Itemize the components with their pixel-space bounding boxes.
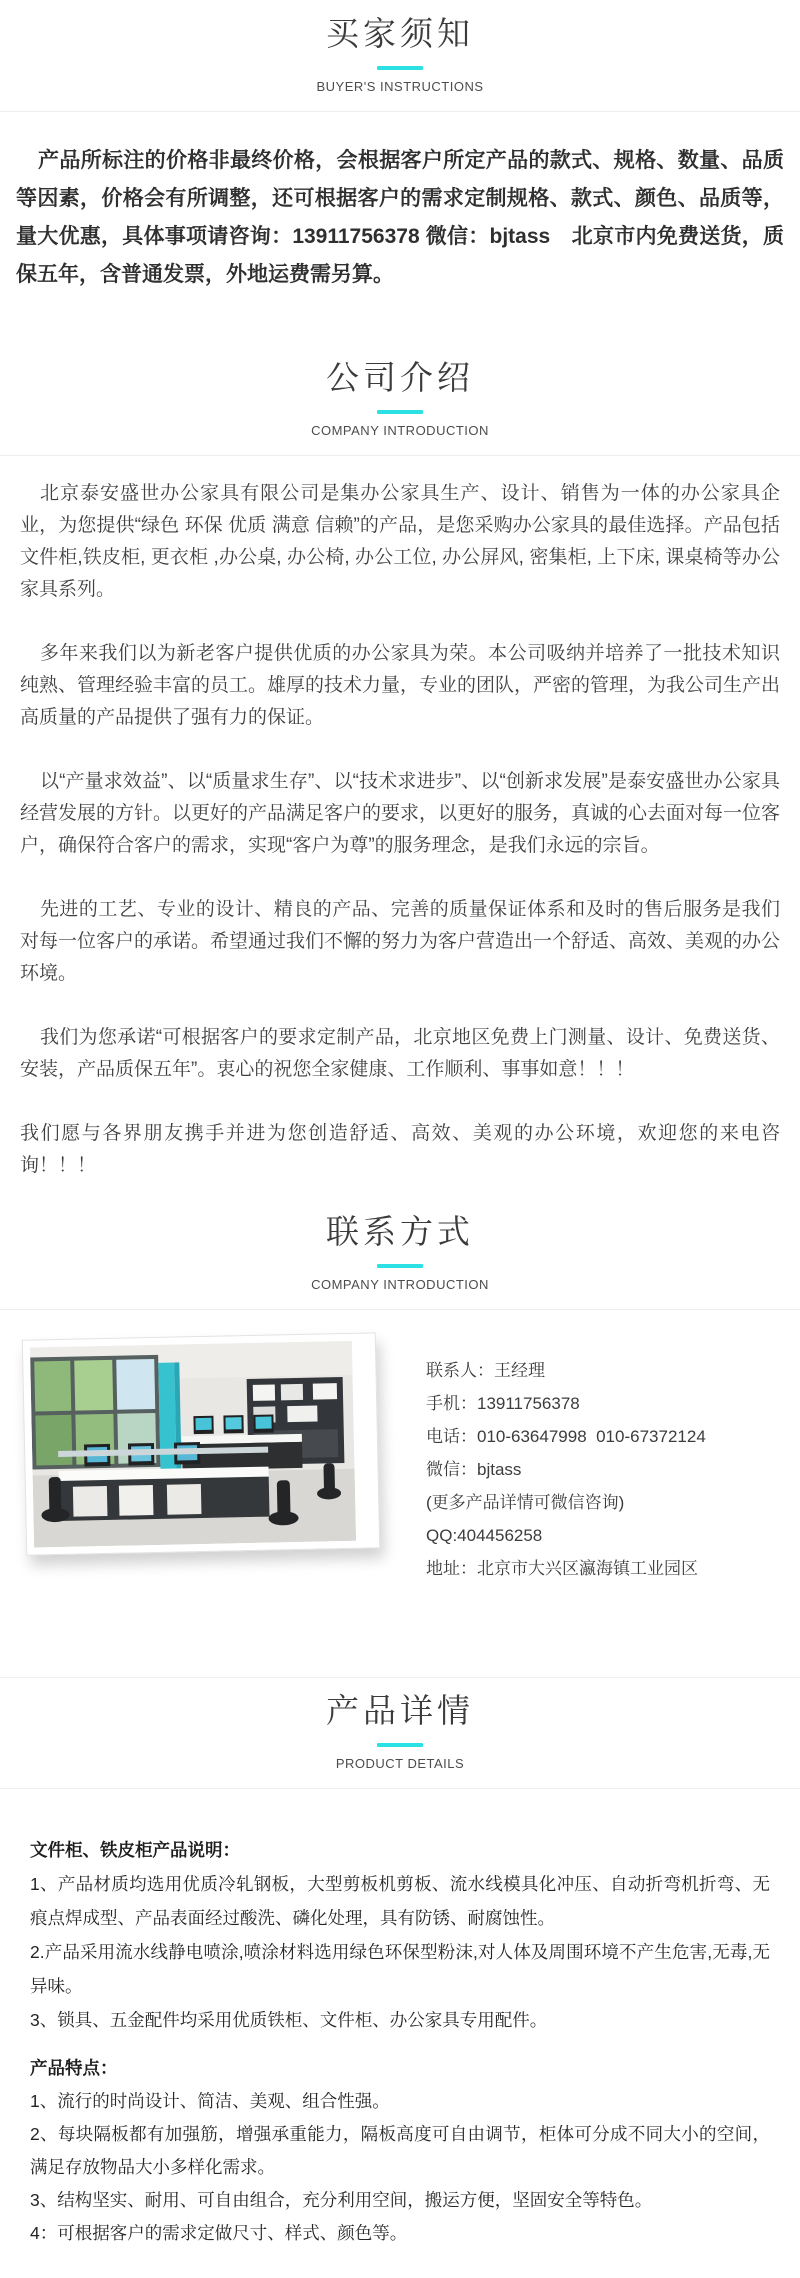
title-underline-bar xyxy=(377,1264,423,1268)
spec-item: 1、产品材质均选用优质冷轧钢板，大型剪板机剪板、流水线模具化冲压、自动折弯机折弯、无痕点焊成型、产品表面经过酸洗、磷化处理，具有防锈、耐腐蚀性。 xyxy=(30,1874,770,1928)
contact-section-title: 联系方式 xyxy=(326,1213,474,1250)
company-section-title: 公司介绍 xyxy=(326,359,474,396)
product-section-subtitle-en: PRODUCT DETAILS xyxy=(335,1756,465,1771)
workstation-front xyxy=(58,1441,270,1521)
spec-item: 3、锁具、五金配件均采用优质铁柜、文件柜、办公家具专用配件。 xyxy=(30,2010,548,2030)
spec-heading: 文件柜、铁皮柜产品说明： xyxy=(30,1840,240,1860)
buyer-section-header xyxy=(0,0,800,112)
office-photo-illustration xyxy=(30,1341,356,1548)
company-paragraph: 先进的工艺、专业的设计、精良的产品、完善的质量保证体系和及时的售后服务是我们对每一位客户的承诺。希望通过我们不懈的努力为客户营造出一个舒适、高效、美观的办公环境。 xyxy=(20,899,781,984)
feature-item: 1、流行的时尚设计、简洁、美观、组合性强。 xyxy=(30,2091,390,2111)
product-section-header xyxy=(0,1677,800,1789)
contact-mobile: 手机：13911756378 xyxy=(426,1394,580,1413)
product-description xyxy=(0,1789,800,2278)
contact-phone: 电话：010-63647998 010-67372124 xyxy=(426,1427,706,1446)
section-divider xyxy=(0,111,800,112)
features-heading: 产品特点： xyxy=(30,2058,118,2078)
section-buyer-notice xyxy=(0,0,800,294)
company-paragraph: 多年来我们以为新老客户提供优质的办公家具为荣。本公司吸纳并培养了一批技术知识纯熟、管理经验丰富的员工。雄厚的技术力量，专业的团队，严密的管理，为我公司生产出高质量的产品提供了强有力的保证。 xyxy=(20,643,781,728)
company-section-header xyxy=(0,352,800,456)
buyer-section-title: 买家须知 xyxy=(326,15,474,52)
section-divider xyxy=(0,455,800,456)
company-paragraph: 以“产量求效益”、以“质量求生存”、以“技术求进步”、以“创新求发展”是泰安盛世办公家具经营发展的方针。以更好的产品满足客户的要求，以更好的服务，真诚的心去面对每一位客户，确保符合客户的需求，实现“客户为尊”的服务理念，是我们永远的宗旨。 xyxy=(20,771,781,856)
contact-content-row xyxy=(24,1336,800,1585)
company-paragraph: 我们为您承诺“可根据客户的要求定制产品，北京地区免费上门测量、设计、免费送货、安装，产品质保五年”。衷心的祝您全家健康、工作顺利、事事如意！！！ xyxy=(20,1027,780,1080)
contact-section-subtitle-en: COMPANY INTRODUCTION xyxy=(311,1277,489,1292)
contact-wechat: 微信：bjtass xyxy=(426,1460,522,1479)
company-paragraph: 北京泰安盛世办公家具有限公司是集办公家具生产、设计、销售为一体的办公家具企业，为您提供“绿色 环保 优质 满意 信赖”的产品，是您采购办公家具的最佳选择。产品包括文件柜,铁皮柜, 更衣柜 ,办公桌, 办公椅, 办公工位, 办公屏风, 密集柜, 上下床, 课桌椅等办公家具系列。 xyxy=(20,483,780,600)
contact-person: 联系人：王经理 xyxy=(426,1361,545,1380)
contact-qq: QQ:404456258 xyxy=(426,1526,543,1545)
feature-item: 2、每块隔板都有加强筋，增强承重能力，隔板高度可自由调节，柜体可分成不同大小的空间，满足存放物品大小多样化需求。 xyxy=(30,2124,770,2177)
company-closing-line: 我们愿与各界朋友携手并进为您创造舒适、高效、美观的办公环境，欢迎您的来电咨询！！！ xyxy=(20,1123,780,1176)
title-underline-bar xyxy=(377,1743,423,1747)
company-intro-paragraphs xyxy=(0,478,800,1182)
contact-address: 地址：北京市大兴区瀛海镇工业园区 xyxy=(426,1559,698,1578)
product-section-title: 产品详情 xyxy=(326,1692,474,1729)
section-divider xyxy=(0,1309,800,1310)
feature-item: 3、结构坚实、耐用、可自由组合，充分利用空间，搬运方便，坚固安全等特色。 xyxy=(30,2190,653,2210)
office-photo xyxy=(22,1332,380,1555)
title-underline-bar xyxy=(377,66,423,70)
feature-item: 4：可根据客户的需求定做尺寸、样式、颜色等。 xyxy=(30,2223,408,2243)
contact-wechat-note: (更多产品详情可微信咨询) xyxy=(426,1493,625,1512)
spec-item: 2.产品采用流水线静电喷涂,喷涂材料选用绿色环保型粉沫,对人体及周围环境不产生危害,无毒,无异味。 xyxy=(30,1942,770,1996)
section-product-details xyxy=(0,1677,800,2278)
contact-section-header xyxy=(0,1206,800,1310)
contact-info-list xyxy=(426,1354,706,1585)
buyer-notice-paragraph: 产品所标注的价格非最终价格，会根据客户所定产品的款式、规格、数量、品质等因素，价格会有所调整，还可根据客户的需求定制规格、款式、颜色、品质等，量大优惠，具体事项请咨询：13911756378 微信：bjtass 北京市内免费送货，质保五年，含普通发票，外地运费需另算。 xyxy=(16,149,784,286)
product-features xyxy=(30,2051,770,2250)
buyer-section-subtitle-en: BUYER'S INSTRUCTIONS xyxy=(316,79,484,94)
section-company-intro xyxy=(0,352,800,1182)
company-section-subtitle-en: COMPANY INTRODUCTION xyxy=(311,423,489,438)
section-contact xyxy=(0,1206,800,1585)
title-underline-bar xyxy=(377,410,423,414)
